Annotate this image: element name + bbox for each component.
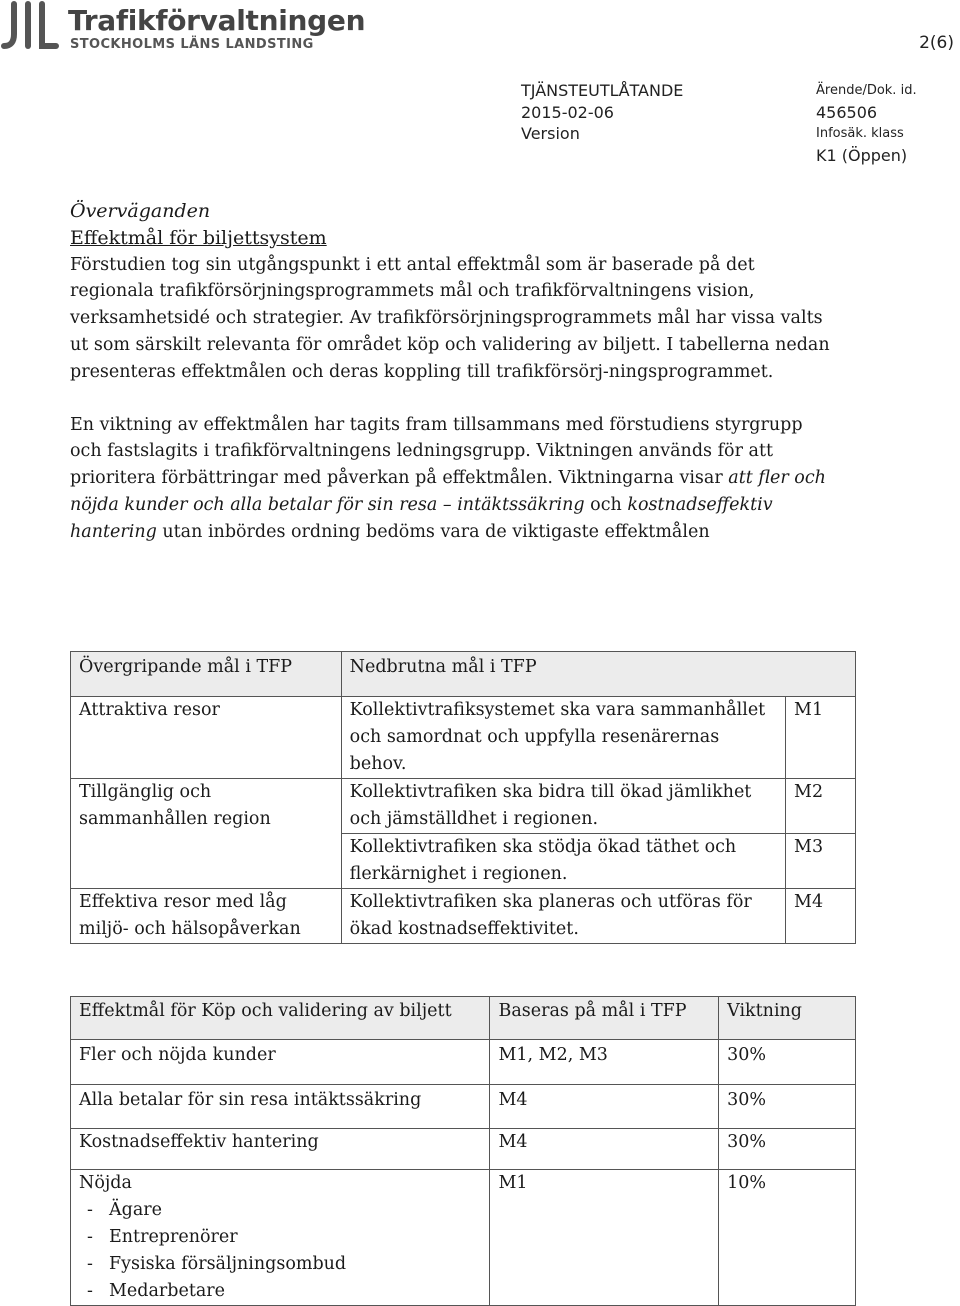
goal-cell: Effektiva resor med låg miljö- och hälsopåverkan (71, 889, 342, 944)
page-number: 2(6) (919, 33, 954, 53)
table-row (71, 779, 856, 834)
list-item: - Medarbetare (79, 1278, 481, 1305)
logo-name: Trafikförvaltningen (68, 4, 366, 37)
effect-goal-label: Nöjda (79, 1173, 132, 1193)
sub-goal-cell: Kollektivtrafiken ska bidra till ökad jämlikhet och jämställdhet i regionen. (341, 779, 785, 834)
security-value: K1 (Öppen) (816, 145, 908, 165)
header-cell: Övergripande mål i TFP (71, 652, 342, 697)
effect-goal-cell: Fler och nöjda kunder (71, 1040, 490, 1085)
code-cell: M4 (786, 889, 856, 944)
doc-version-label: Version (521, 124, 580, 143)
base-cell: M4 (490, 1085, 719, 1129)
paragraph-2-italic-1: att fler och nöjda kunder och alla betalar för sin resa – intäktssäkring (70, 468, 826, 515)
logo (0, 0, 366, 56)
case-id: 456506 (816, 102, 878, 122)
header-cell: Effektmål för Köp och validering av biljett (71, 997, 490, 1040)
table-header-row (71, 997, 856, 1040)
paragraph-1: Förstudien tog sin utgångspunkt i ett antal effektmål som är baserade på det regionala trafikförsörjningsprogrammets mål och trafikförvaltningens vision, verksamhetsidé och strategier. Av trafikförsörjningsprogrammets mål har vissa valts ut som särskilt relevanta för området köp och validering av biljett. I tabellerna nedan presenteras effektmålen och deras koppling till trafikförsörj-ningsprogrammet. (70, 254, 830, 382)
effect-goal-cell: Alla betalar för sin resa intäktssäkring (71, 1085, 490, 1129)
paragraph-2 (70, 412, 830, 546)
section-subheading: Effektmål för biljettsystem (70, 226, 327, 249)
sub-goal-cell: Kollektivtrafiken ska stödja ökad täthet och flerkärnighet i regionen. (341, 834, 785, 889)
table-row (71, 1040, 856, 1085)
table-header-row (71, 652, 856, 697)
effect-goals-table (70, 996, 856, 1306)
logo-mark-icon (0, 0, 60, 52)
sub-goal-cell: Kollektivtrafiksystemet ska vara sammanhållet och samordnat och uppfylla resenärernas behov. (341, 697, 785, 779)
case-label: Ärende/Dok. id. (816, 83, 917, 98)
paragraph-2-text-c: utan inbördes ordning bedöms vara de viktigaste effektmålen (156, 521, 710, 542)
effect-goal-cell (71, 1170, 490, 1306)
base-cell: M4 (490, 1129, 719, 1170)
satisfied-list (79, 1197, 481, 1305)
header-cell: Viktning (719, 997, 856, 1040)
code-cell: M2 (786, 779, 856, 834)
paragraph-2-text-b: och (584, 494, 628, 515)
table-row (71, 889, 856, 944)
code-cell: M3 (786, 834, 856, 889)
body-text (70, 198, 830, 546)
paragraph-2-text-a: En viktning av effektmålen har tagits fram tillsammans med förstudiens styrgrupp och fastslagits i trafikförvaltningens ledningsgrupp. Viktningen används för att prioritera förbättringar med påverkan på effektmålen. Viktningarna visar (70, 414, 803, 489)
table-row (71, 697, 856, 779)
code-cell: M1 (786, 697, 856, 779)
tfp-goals-table (70, 651, 856, 944)
doc-meta-right (816, 80, 917, 166)
table-row (71, 1129, 856, 1170)
logo-subtitle: STOCKHOLMS LÄNS LANDSTING (70, 37, 314, 52)
weight-cell: 30% (719, 1040, 856, 1085)
list-item: - Entreprenörer (79, 1224, 481, 1251)
list-item: - Fysiska försäljningsombud (79, 1251, 481, 1278)
goal-cell: Attraktiva resor (71, 697, 342, 779)
base-cell: M1, M2, M3 (490, 1040, 719, 1085)
doc-type: TJÄNSTEUTLÅTANDE (521, 81, 684, 100)
doc-meta-left (521, 80, 683, 145)
security-label: Infosäk. klass (816, 126, 904, 141)
weight-cell: 30% (719, 1085, 856, 1129)
table-row (71, 1170, 856, 1306)
goal-cell: Tillgänglig och sammanhållen region (71, 779, 342, 889)
sub-goal-cell: Kollektivtrafiken ska planeras och utföras för ökad kostnadseffektivitet. (341, 889, 785, 944)
doc-date: 2015-02-06 (521, 102, 614, 122)
header-cell: Baseras på mål i TFP (490, 997, 719, 1040)
effect-goal-cell: Kostnadseffektiv hantering (71, 1129, 490, 1170)
section-heading: Överväganden (70, 200, 211, 222)
table-row (71, 1085, 856, 1129)
header-cell: Nedbrutna mål i TFP (341, 652, 855, 697)
list-item: - Ägare (79, 1197, 481, 1224)
paragraph-2-italic-2: kostnadseffektiv hantering (70, 494, 773, 542)
weight-cell: 30% (719, 1129, 856, 1170)
weight-cell: 10% (719, 1170, 856, 1306)
base-cell: M1 (490, 1170, 719, 1306)
